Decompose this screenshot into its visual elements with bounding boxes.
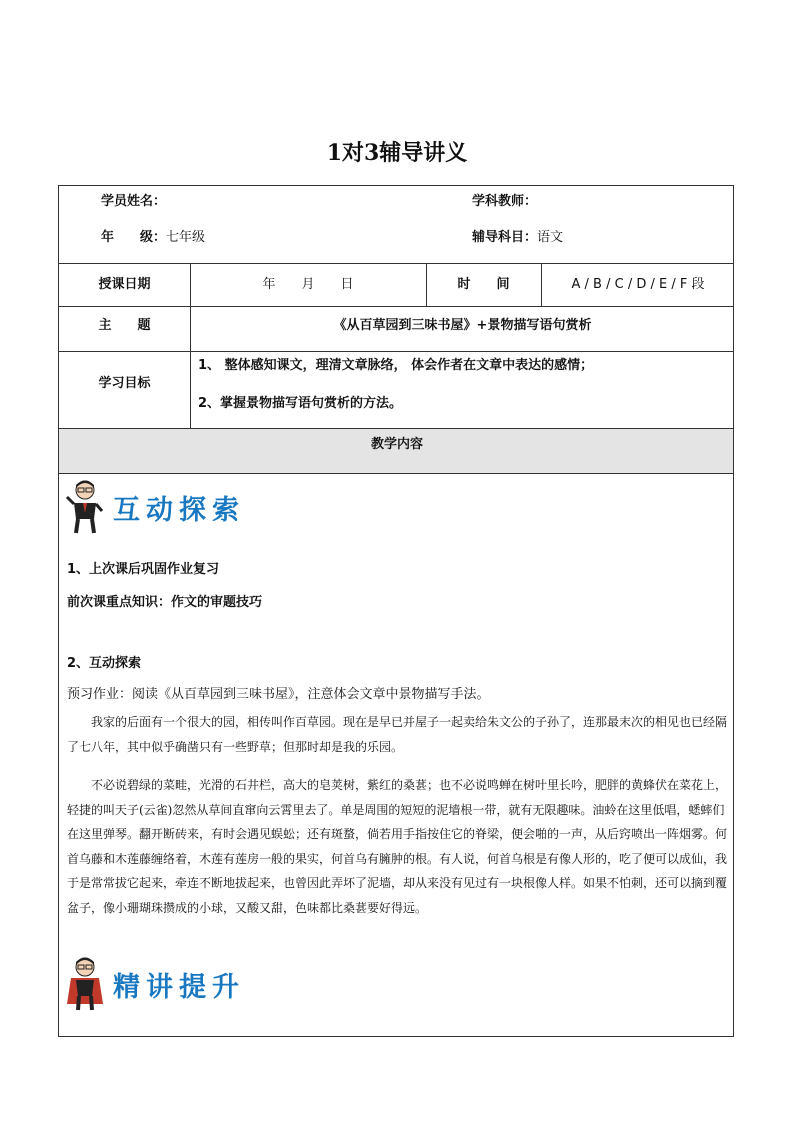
interactive-explore-banner [65, 479, 245, 535]
subject-label: 辅导科目： [472, 230, 538, 245]
section-subtitle: 1、上次课后巩固作业复习 [67, 562, 220, 577]
passage-paragraph: 不必说碧绿的菜畦，光滑的石井栏，高大的皂荚树，紫红的桑葚；也不必说鸣蝉在树叶里长吟，肥胖的黄蜂伏在菜花上，轻捷的叫天子(云雀)忽然从草间直窜向云霄里去了。单是周围的短短的泥墙根一带，就有无限趣味。油蛉在这里低唱，蟋蟀们在这里弹琴。翻开断砖来，有时会遇见蜈蚣；还有斑蝥，倘若用手指按住它的脊梁，便会啪的一声，从后窍喷出一阵烟雾。何首乌藤和木莲藤缠络着，木莲有莲房一般的果实，何首乌有臃肿的根。有人说，何首乌根是有像人形的，吃了便可以成仙，我于是常常拔它起来，牵连不断地拔起来，也曾因此弄坏了泥墙，却从来没有见过有一块根像人样。如果不怕刺，还可以摘到覆盆子，像小珊瑚珠攒成的小球，又酸又甜，色味都比桑葚要好得远。 [67, 778, 728, 915]
grade-value: 七年级 [166, 230, 206, 245]
subject-value: 语文 [537, 230, 564, 245]
page-title: 1对3辅导讲义 [326, 140, 468, 166]
content-header: 教学内容 [370, 437, 423, 452]
row-divider [59, 351, 733, 352]
row-divider [59, 428, 733, 429]
teacher-mascot-icon [65, 956, 105, 1012]
goal-item: 1、 整体感知课文，理清文章脉络， 体会作者在文章中表达的感情； [198, 358, 594, 373]
row-divider [59, 263, 733, 264]
grade-field [101, 230, 205, 246]
time-value: A / B / C / D / E / F 段 [571, 277, 705, 292]
lesson-table [58, 185, 734, 1037]
section-text: 预习作业：阅读《从百草园到三味书屋》，注意体会文章中景物描写手法。 [67, 687, 490, 702]
row-divider [59, 306, 733, 307]
goals-label: 学习目标 [98, 376, 151, 391]
banner-title: 精讲提升 [113, 971, 245, 1003]
topic-value: 《从百草园到三味书屋》+景物描写语句赏析 [333, 318, 592, 333]
banner-title: 互动探索 [113, 494, 245, 526]
grade-label: 年 级： [101, 230, 167, 245]
student-name-label: 学员姓名： [101, 194, 167, 209]
teacher-mascot-icon [65, 479, 105, 535]
section-subtitle: 2、互动探索 [67, 656, 142, 671]
subject-field [472, 230, 563, 246]
row-divider [59, 473, 733, 474]
goal-item: 2、掌握景物描写语句赏析的方法。 [198, 396, 403, 411]
date-label: 授课日期 [98, 277, 151, 292]
intensive-explain-banner [65, 956, 245, 1012]
date-value: 年 月 日 [262, 277, 354, 292]
topic-label: 主 题 [98, 318, 151, 333]
passage-paragraph: 我家的后面有一个很大的园，相传叫作百草园。现在是早已并屋子一起卖给朱文公的子孙了，连那最末次的相见也已经隔了七八年，其中似乎确凿只有一些野草；但那时却是我的乐园。 [67, 715, 728, 754]
teacher-label: 学科教师： [472, 194, 538, 209]
time-label: 时 间 [457, 277, 510, 292]
section-text: 前次课重点知识：作文的审题技巧 [67, 595, 263, 610]
